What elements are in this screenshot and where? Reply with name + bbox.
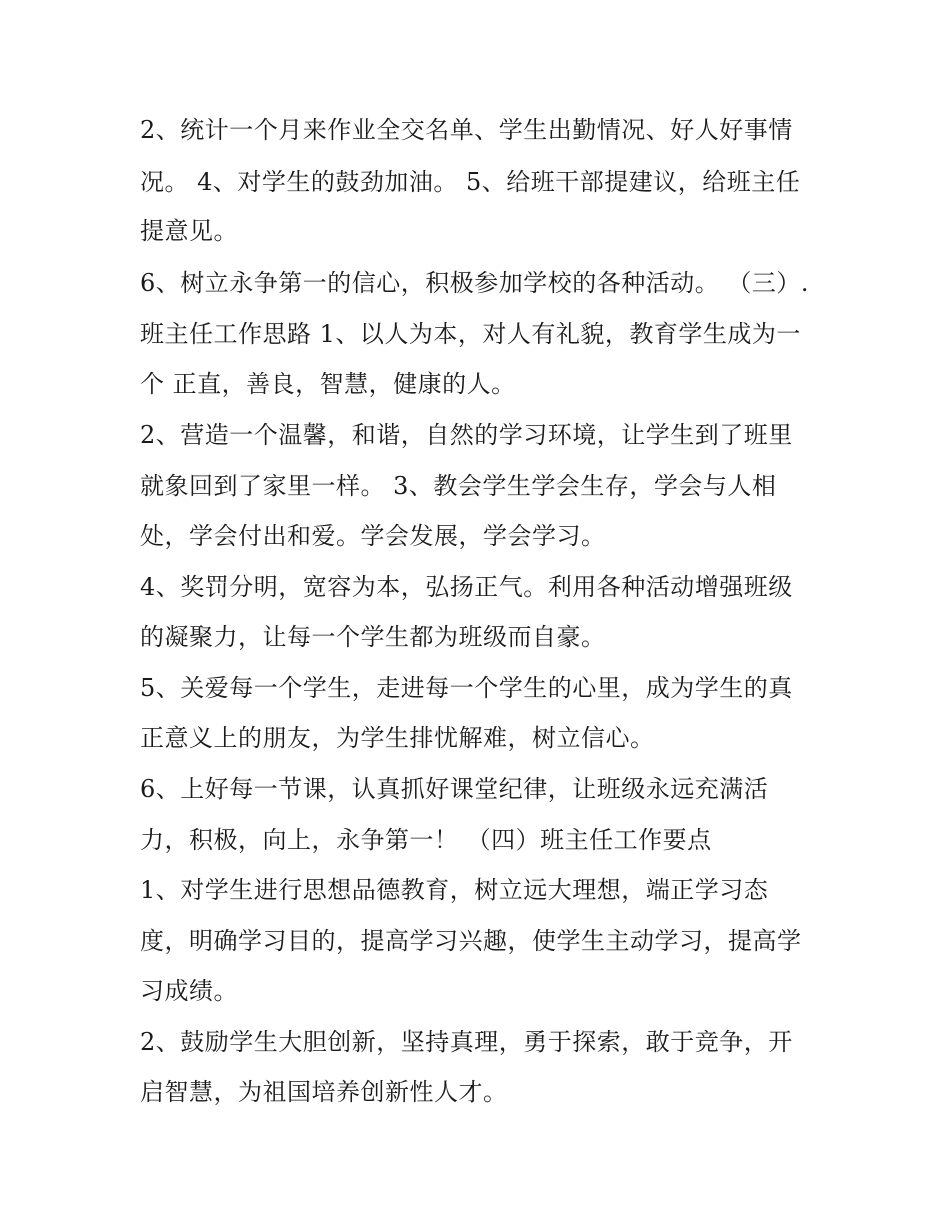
text-line: 度，明确学习目的，提高学习兴趣，使学生主动学习，提高学 [140,927,802,955]
text-line: 6、树立永争第一的信心，积极参加学校的各种活动。 （三）. [140,269,810,297]
text-line: 况。 4、对学生的鼓劲加油。 5、给班干部提建议，给班主任 [140,168,801,196]
text-line: 处，学会付出和爱。学会发展，学会学习。 [140,522,606,550]
text-line: 正意义上的朋友，为学生排忧解难，树立信心。 [140,724,655,752]
text-line: 6、上好每一节课，认真抓好课堂纪律，让班级永远充满活 [140,775,769,803]
text-line: 4、奖罚分明，宽容为本，弘扬正气。利用各种活动增强班级 [140,573,793,601]
text-line: 2、统计一个月来作业全交名单、学生出勤情况、好人好事情 [140,116,793,144]
text-line: 1、对学生进行思想品德教育，树立远大理想，端正学习态 [140,876,769,904]
text-line: 习成绩。 [140,977,238,1005]
text-line: 班主任工作思路 1、以人为本，对人有礼貌，教育学生成为一 [140,320,801,348]
text-line: 5、关爱每一个学生，走进每一个学生的心里，成为学生的真 [140,674,793,702]
text-line: 的凝聚力，让每一个学生都为班级而自豪。 [140,623,606,651]
text-line: 启智慧，为祖国培养创新性人才。 [140,1078,508,1106]
text-line: 力，积极，向上，永争第一！ （四）班主任工作要点 [140,826,712,854]
text-line: 2、鼓励学生大胆创新，坚持真理，勇于探索，敢于竞争，开 [140,1028,793,1056]
text-line: 就象回到了家里一样。 3、教会学生学会生存，学会与人相 [140,472,777,500]
text-line: 提意见。 [140,217,238,245]
text-line: 个 正直，善良，智慧，健康的人。 [140,370,516,398]
text-line: 2、营造一个温馨，和谐，自然的学习环境，让学生到了班里 [140,421,793,449]
